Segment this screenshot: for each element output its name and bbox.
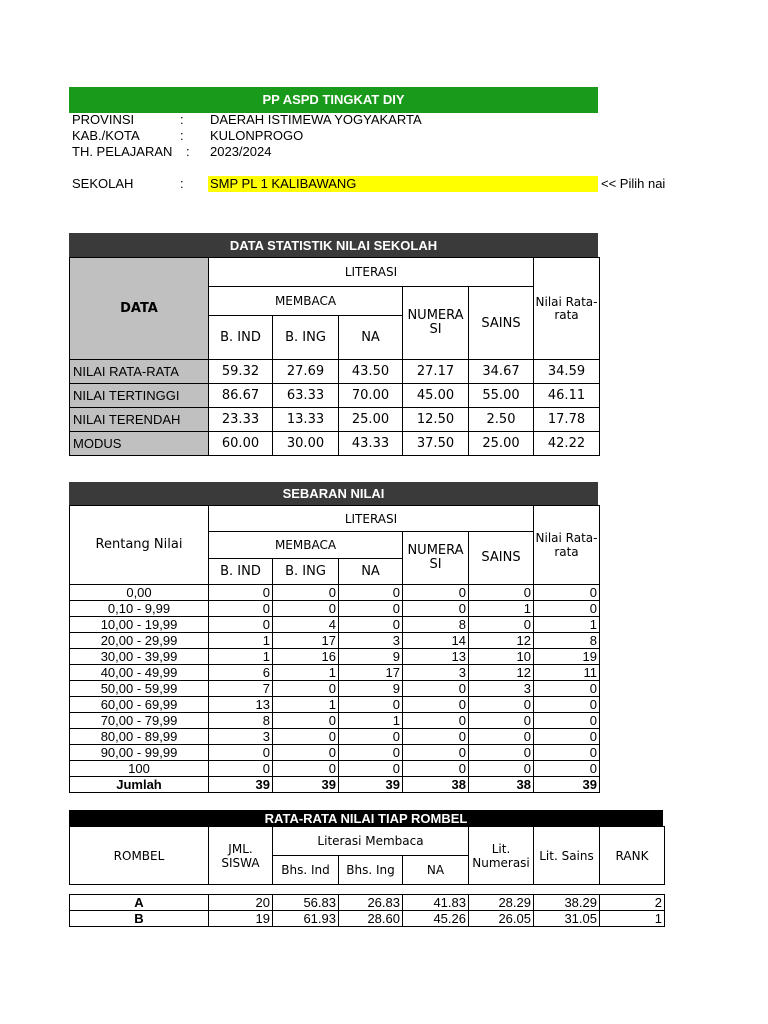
cell: 4 [273,617,339,633]
cell: 63.33 [273,384,339,408]
cell: 34.59 [534,360,600,384]
table-row [70,585,600,601]
cell: 27.17 [403,360,469,384]
cell: 8 [534,633,600,649]
cell: 0 [403,681,469,697]
range-label: 30,00 - 39,99 [70,649,209,665]
cell: 8 [403,617,469,633]
range-label: 40,00 - 49,99 [70,665,209,681]
rombel-name: A [70,895,209,911]
cell: 39 [273,777,339,793]
cell: 56.83 [273,895,339,911]
cell: 0 [469,697,534,713]
table-row [70,601,600,617]
stats-title: DATA STATISTIK NILAI SEKOLAH [69,233,598,258]
info-value-provinsi: DAERAH ISTIMEWA YOGYAKARTA [210,112,422,127]
stats-data-header: DATA [70,258,209,360]
cell: 10 [469,649,534,665]
rombel-col-na: NA [403,856,469,885]
table-row [70,697,600,713]
cell: 0 [469,729,534,745]
cell: 86.67 [209,384,273,408]
cell: 12.50 [403,408,469,432]
range-label: 70,00 - 79,99 [70,713,209,729]
cell: 6 [209,665,273,681]
table-row [70,360,600,384]
table-row [70,911,665,927]
rombel-col-bhsing: Bhs. Ing [339,856,403,885]
cell: 0 [534,745,600,761]
info-sep-provinsi: : [180,112,184,127]
sebaran-col-bing: B. ING [273,559,339,585]
row-label: NILAI TERTINGGI [70,384,209,408]
cell: 0 [339,697,403,713]
cell: 11 [534,665,600,681]
range-label: 50,00 - 59,99 [70,681,209,697]
stats-col-bing: B. ING [273,316,339,360]
rombel-title: RATA-RATA NILAI TIAP ROMBEL [69,810,663,827]
cell: 0 [403,713,469,729]
table-row [70,745,600,761]
cell: 0 [534,697,600,713]
table-row [70,713,600,729]
cell: 0 [534,729,600,745]
cell: 12 [469,665,534,681]
cell: 28.29 [469,895,534,911]
info-sep-tahun: : [186,144,190,159]
row-label: NILAI TERENDAH [70,408,209,432]
cell: 0 [534,681,600,697]
school-sep: : [180,176,184,191]
cell: 0 [403,729,469,745]
sebaran-col-na: NA [339,559,403,585]
cell: 0 [273,713,339,729]
cell: 13 [403,649,469,665]
cell: 39 [339,777,403,793]
sebaran-sains-header: SAINS [469,532,534,585]
cell: 0 [339,601,403,617]
table-row [70,665,600,681]
sebaran-table [69,505,600,793]
table-row [70,633,600,649]
sebaran-range-header: Rentang Nilai [70,506,209,585]
cell: 3 [403,665,469,681]
range-label: Jumlah [70,777,209,793]
cell: 70.00 [339,384,403,408]
range-label: 100 [70,761,209,777]
cell: 1 [534,617,600,633]
cell: 0 [469,617,534,633]
cell: 0 [534,601,600,617]
cell: 0 [339,585,403,601]
rombel-litnum-header: Lit. Numerasi [469,827,534,885]
info-label-tahun: TH. PELAJARAN [72,144,173,159]
cell: 38 [403,777,469,793]
sebaran-col-bind: B. IND [209,559,273,585]
cell: 0 [339,761,403,777]
sebaran-membaca-header: MEMBACA [209,532,403,559]
info-sep-kota: : [180,128,184,143]
range-label: 80,00 - 89,99 [70,729,209,745]
report-title: PP ASPD TINGKAT DIY [69,87,598,113]
cell: 30.00 [273,432,339,456]
cell: 59.32 [209,360,273,384]
cell: 0 [209,617,273,633]
stats-numerasi-header: NUMERA SI [403,287,469,360]
range-label: 0,00 [70,585,209,601]
cell: 26.05 [469,911,534,927]
table-row [70,432,600,456]
cell: 7 [209,681,273,697]
cell: 0 [339,745,403,761]
sebaran-avg-header: Nilai Rata-rata [534,506,600,585]
cell: 0 [273,681,339,697]
cell: 0 [403,585,469,601]
cell: 0 [469,713,534,729]
cell: 42.22 [534,432,600,456]
range-label: 20,00 - 29,99 [70,633,209,649]
cell: 1 [209,633,273,649]
cell: 1 [469,601,534,617]
cell: 1 [339,713,403,729]
rombel-table [69,894,665,927]
cell: 0 [534,761,600,777]
table-row [70,761,600,777]
stats-literasi-header: LITERASI [209,258,534,287]
table-row [70,681,600,697]
info-label-provinsi: PROVINSI [72,112,135,127]
cell: 19 [534,649,600,665]
cell: 23.33 [209,408,273,432]
cell: 0 [273,761,339,777]
cell: 0 [469,761,534,777]
cell: 38.29 [534,895,600,911]
stats-avg-header: Nilai Rata-rata [534,258,600,360]
cell: 19 [209,911,273,927]
cell: 1 [600,911,665,927]
cell: 31.05 [534,911,600,927]
cell: 55.00 [469,384,534,408]
table-row [70,408,600,432]
cell: 0 [273,601,339,617]
cell: 0 [403,601,469,617]
total-row [70,777,600,793]
stats-col-bind: B. IND [209,316,273,360]
rombel-header-table [69,826,665,885]
cell: 27.69 [273,360,339,384]
cell: 39 [534,777,600,793]
cell: 38 [469,777,534,793]
cell: 0 [403,697,469,713]
cell: 13.33 [273,408,339,432]
cell: 0 [534,713,600,729]
cell: 9 [339,681,403,697]
row-label: NILAI RATA-RATA [70,360,209,384]
cell: 17.78 [534,408,600,432]
cell: 8 [209,713,273,729]
sebaran-literasi-header: LITERASI [209,506,534,532]
range-label: 0,10 - 9,99 [70,601,209,617]
range-label: 60,00 - 69,99 [70,697,209,713]
cell: 14 [403,633,469,649]
cell: 39 [209,777,273,793]
cell: 25.00 [469,432,534,456]
sebaran-title: SEBARAN NILAI [69,482,598,506]
cell: 3 [339,633,403,649]
cell: 41.83 [403,895,469,911]
rombel-col-bhsind: Bhs. Ind [273,856,339,885]
stats-col-na: NA [339,316,403,360]
range-label: 10,00 - 19,99 [70,617,209,633]
cell: 28.60 [339,911,403,927]
cell: 43.33 [339,432,403,456]
cell: 0 [339,617,403,633]
cell: 45.00 [403,384,469,408]
cell: 46.11 [534,384,600,408]
cell: 0 [403,745,469,761]
rombel-jml-header: JML. SISWA [209,827,273,885]
school-label: SEKOLAH [72,176,134,191]
rombel-litsains-header: Lit. Sains [534,827,600,885]
info-label-kota: KAB./KOTA [72,128,140,143]
table-row [70,729,600,745]
cell: 1 [209,649,273,665]
cell: 9 [339,649,403,665]
table-row [70,384,600,408]
rombel-litmembaca-header: Literasi Membaca [273,827,469,856]
cell: 0 [209,745,273,761]
school-select[interactable]: SMP PL 1 KALIBAWANG [208,176,598,192]
cell: 0 [273,585,339,601]
cell: 3 [469,681,534,697]
rombel-header: ROMBEL [70,827,209,885]
cell: 45.26 [403,911,469,927]
cell: 0 [339,729,403,745]
cell: 3 [209,729,273,745]
info-value-tahun: 2023/2024 [210,144,272,159]
cell: 16 [273,649,339,665]
cell: 0 [273,745,339,761]
cell: 61.93 [273,911,339,927]
cell: 20 [209,895,273,911]
cell: 12 [469,633,534,649]
cell: 26.83 [339,895,403,911]
cell: 0 [273,729,339,745]
cell: 0 [403,761,469,777]
cell: 17 [339,665,403,681]
cell: 0 [209,601,273,617]
cell: 0 [209,761,273,777]
table-row [70,895,665,911]
info-value-kota: KULONPROGO [210,128,304,143]
cell: 1 [273,665,339,681]
cell: 37.50 [403,432,469,456]
rombel-rank-header: RANK [600,827,665,885]
cell: 0 [209,585,273,601]
row-label: MODUS [70,432,209,456]
sebaran-numerasi-header: NUMERA SI [403,532,469,585]
cell: 1 [273,697,339,713]
cell: 0 [469,745,534,761]
stats-sains-header: SAINS [469,287,534,360]
cell: 2 [600,895,665,911]
cell: 0 [534,585,600,601]
cell: 25.00 [339,408,403,432]
table-row [70,617,600,633]
stats-table [69,257,600,456]
cell: 43.50 [339,360,403,384]
school-hint: << Pilih nai [601,176,666,191]
cell: 2.50 [469,408,534,432]
cell: 34.67 [469,360,534,384]
range-label: 90,00 - 99,99 [70,745,209,761]
stats-membaca-header: MEMBACA [209,287,403,316]
rombel-name: B [70,911,209,927]
table-row [70,649,600,665]
cell: 17 [273,633,339,649]
cell: 0 [469,585,534,601]
cell: 60.00 [209,432,273,456]
cell: 13 [209,697,273,713]
